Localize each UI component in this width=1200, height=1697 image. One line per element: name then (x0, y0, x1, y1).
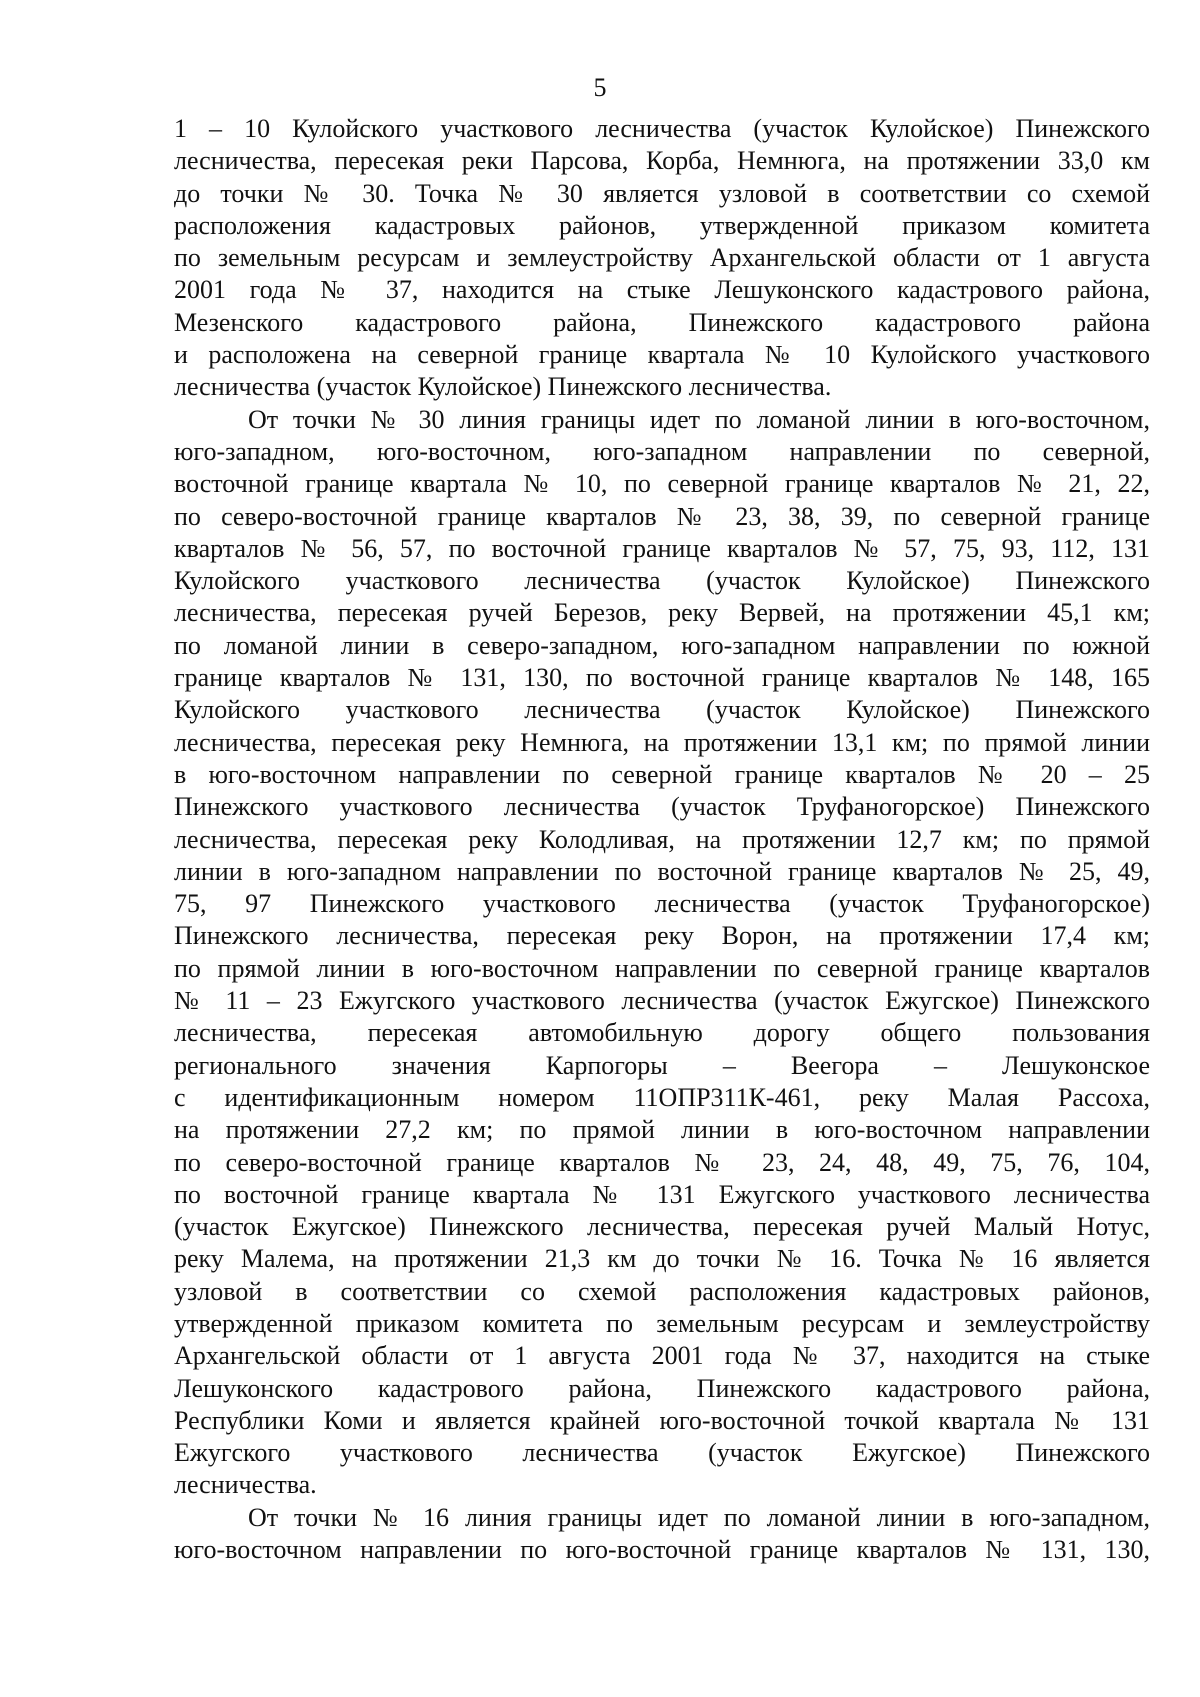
text-line: Ежугского участкового лесничества (участок Ежугское) Пинежского (174, 1438, 1150, 1468)
text-line: лесничества, пересекая реку Немнюга, на протяжении 13,1 км; по прямой линии (174, 727, 1150, 757)
text-line: узловой в соответствии со схемой расположения кадастровых районов, (174, 1276, 1150, 1306)
text-line: Пинежского участкового лесничества (участок Труфаногорское) Пинежского (174, 792, 1150, 822)
text-line: лесничества (участок Кулойское) Пинежского лесничества. (174, 372, 832, 402)
text-line: 75, 97 Пинежского участкового лесничества (участок Труфаногорское) (174, 889, 1150, 919)
text-line: лесничества, пересекая ручей Березов, реку Вервей, на протяжении 45,1 км; (174, 598, 1150, 628)
text-line: № 11 – 23 Ежугского участкового лесничества (участок Ежугское) Пинежского (174, 986, 1150, 1016)
text-line: реку Малема, на протяжении 21,3 км до точки № 16. Точка № 16 является (174, 1244, 1150, 1274)
text-line: с идентификационным номером 11ОПР311К-461, реку Малая Рассоха, (174, 1082, 1150, 1112)
text-line: Кулойского участкового лесничества (участок Кулойское) Пинежского (174, 566, 1150, 596)
text-line: линии в юго-западном направлении по восточной границе кварталов № 25, 49, (174, 856, 1150, 886)
text-line: Архангельской области от 1 августа 2001 года № 37, находится на стыке (174, 1341, 1150, 1371)
text-line: регионального значения Карпогоры – Веегора – Лешуконское (174, 1050, 1150, 1080)
text-line: (участок Ежугское) Пинежского лесничества, пересекая ручей Малый Нотус, (174, 1212, 1150, 1242)
text-line: лесничества, пересекая автомобильную дорогу общего пользования (174, 1018, 1150, 1048)
page-number: 5 (593, 73, 607, 102)
text-line: и расположена на северной границе квартала № 10 Кулойского участкового (174, 340, 1150, 370)
text-line: по северо-восточной границе кварталов № 23, 38, 39, по северной границе (174, 501, 1150, 531)
document-body (174, 113, 1150, 1566)
text-line: юго-западном, юго-восточном, юго-западном направлении по северной, (174, 436, 1150, 466)
text-line: кварталов № 56, 57, по восточной границе кварталов № 57, 75, 93, 112, 131 (174, 533, 1150, 563)
text-line: Республики Коми и является крайней юго-восточной точкой квартала № 131 (174, 1405, 1150, 1435)
text-line: Пинежского лесничества, пересекая реку Ворон, на протяжении 17,4 км; (174, 921, 1150, 951)
text-line: в юго-восточном направлении по северной границе кварталов № 20 – 25 (174, 759, 1150, 789)
text-line: по земельным ресурсам и землеустройству Архангельской области от 1 августа (174, 243, 1150, 273)
text-line: границе кварталов № 131, 130, по восточной границе кварталов № 148, 165 (174, 663, 1150, 693)
text-line: утвержденной приказом комитета по земельным ресурсам и землеустройству (174, 1308, 1150, 1338)
text-line: по восточной границе квартала № 131 Ежугского участкового лесничества (174, 1179, 1150, 1209)
text-line: по прямой линии в юго-восточном направлении по северной границе кварталов (174, 953, 1150, 983)
text-line: восточной границе квартала № 10, по северной границе кварталов № 21, 22, (174, 469, 1150, 499)
text-line: Кулойского участкового лесничества (участок Кулойское) Пинежского (174, 695, 1150, 725)
text-line: по северо-восточной границе кварталов № 23, 24, 48, 49, 75, 76, 104, (174, 1147, 1150, 1177)
text-line: юго-восточном направлении по юго-восточной границе кварталов № 131, 130, (174, 1535, 1150, 1565)
text-line: лесничества. (174, 1470, 317, 1500)
text-line: 1 – 10 Кулойского участкового лесничества (участок Кулойское) Пинежского (174, 114, 1150, 143)
text-line: лесничества, пересекая реки Парсова, Корба, Немнюга, на протяжении 33,0 км (174, 146, 1150, 176)
text-line: Мезенского кадастрового района, Пинежского кадастрового района (174, 307, 1150, 337)
text-line: на протяжении 27,2 км; по прямой линии в юго-восточном направлении (174, 1115, 1150, 1145)
text-line: по ломаной линии в северо-западном, юго-западном направлении по южной (174, 630, 1150, 660)
text-line: до точки № 30. Точка № 30 является узловой в соответствии со схемой (174, 178, 1150, 208)
text-line: От точки № 16 линия границы идет по ломаной линии в юго-западном, (248, 1502, 1150, 1532)
text-line: лесничества, пересекая реку Колодливая, на протяжении 12,7 км; по прямой (174, 824, 1150, 854)
text-line: 2001 года № 37, находится на стыке Лешуконского кадастрового района, (174, 275, 1150, 305)
text-line: расположения кадастровых районов, утвержденной приказом комитета (174, 210, 1150, 240)
text-line: От точки № 30 линия границы идет по ломаной линии в юго-восточном, (248, 404, 1150, 434)
text-line: Лешуконского кадастрового района, Пинежского кадастрового района, (174, 1373, 1150, 1403)
